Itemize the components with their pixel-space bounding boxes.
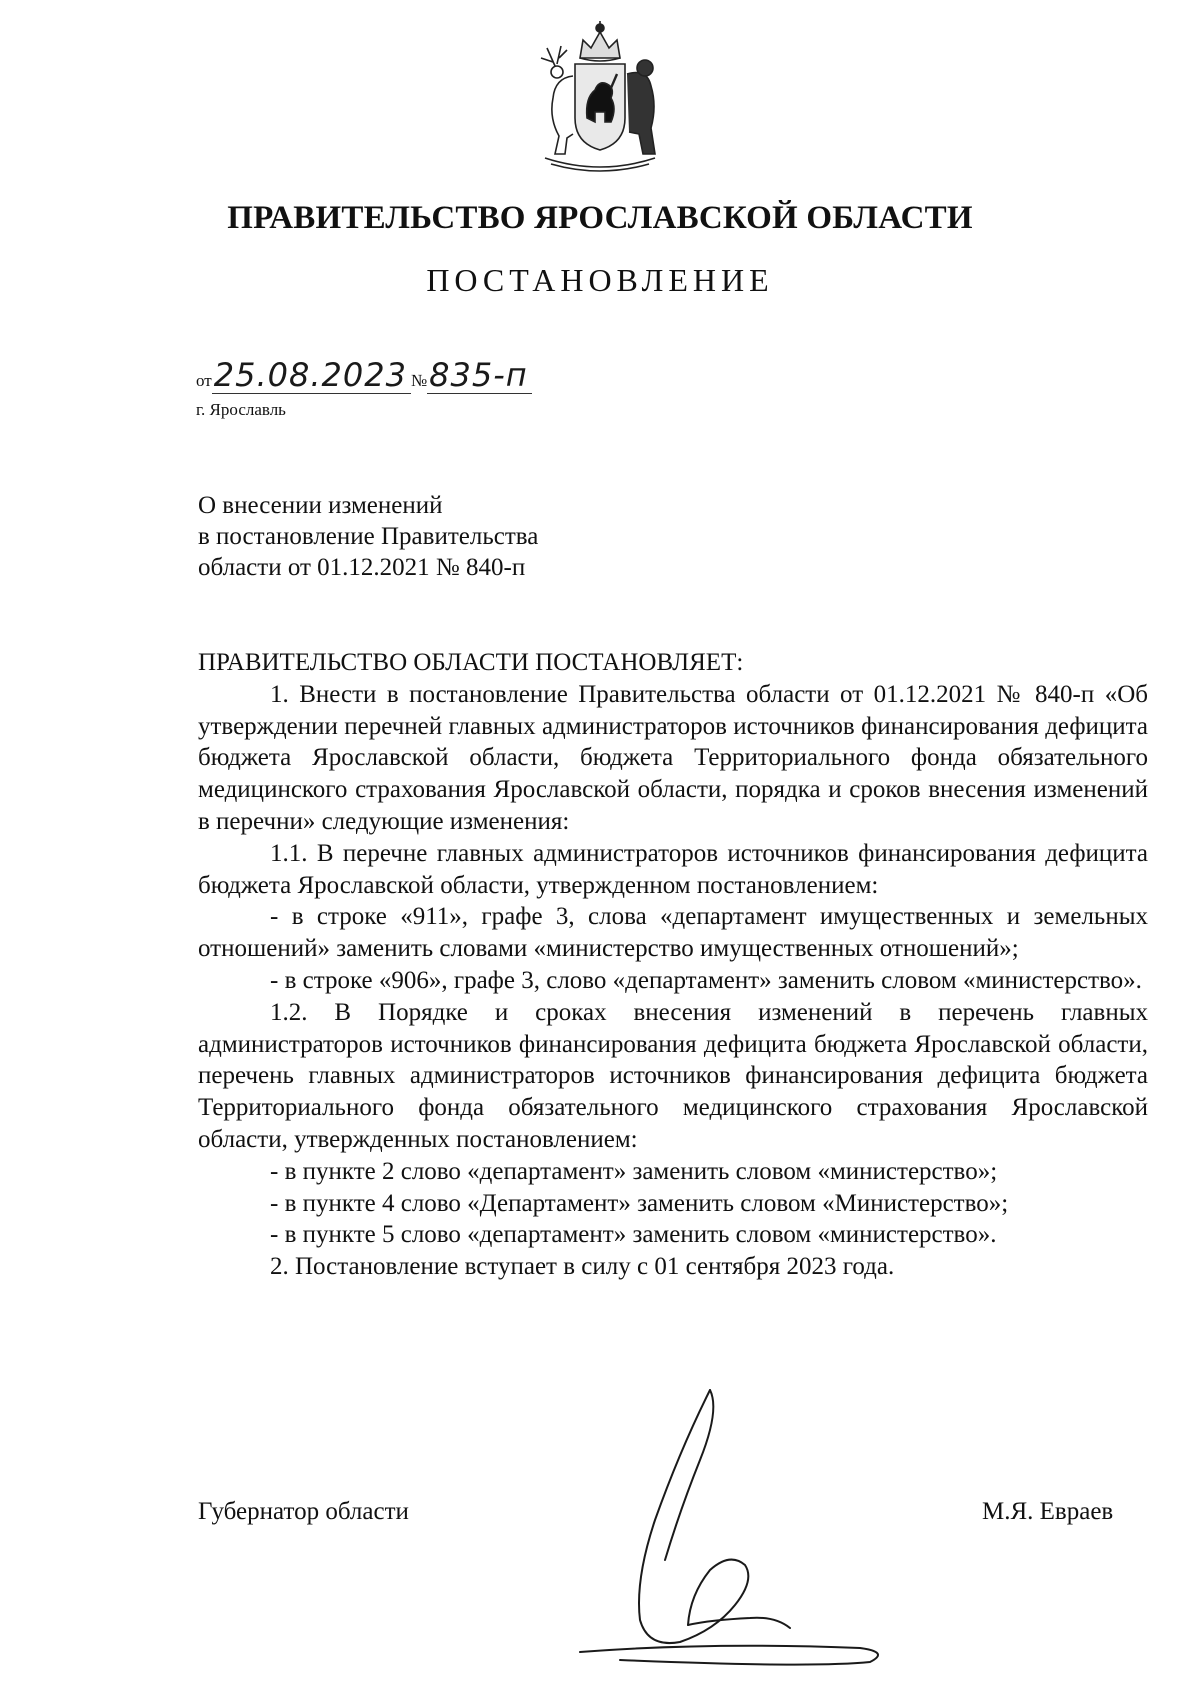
date-prefix: от <box>196 371 212 390</box>
body-paragraph: - в пункте 2 слово «департамент» заменить словом «министерство»; <box>270 1157 998 1185</box>
document-subject <box>198 490 538 583</box>
signatory-role: Губернатор области <box>198 1498 409 1525</box>
document-number: 835-п <box>427 357 532 394</box>
government-title: ПРАВИТЕЛЬСТВО ЯРОСЛАВСКОЙ ОБЛАСТИ <box>227 200 973 236</box>
subject-line: области от 01.12.2021 № 840-п <box>198 554 526 581</box>
handwritten-signature <box>560 1380 940 1680</box>
body-paragraph: - в пункте 5 слово «департамент» заменить словом «министерство». <box>270 1221 997 1249</box>
signatory-name: М.Я. Евраев <box>982 1498 1114 1525</box>
body-paragraph: - в пункте 4 слово «Департамент» заменить словом «Министерство»; <box>270 1189 1009 1217</box>
subject-line: в постановление Правительства <box>198 523 539 550</box>
number-prefix: № <box>410 371 428 390</box>
body-heading: ПРАВИТЕЛЬСТВО ОБЛАСТИ ПОСТАНОВЛЯЕТ: <box>198 649 744 676</box>
body-paragraph: - в строке «911», графе 3, слова «департамент имущественных и земельных отношений» заменить словами «министерство имущественных отношений»; <box>198 903 1148 963</box>
date-number-line <box>196 357 532 394</box>
document-date: 25.08.2023 <box>212 357 411 394</box>
body-paragraph: 1. Внести в постановление Правительства области от 01.12.2021 № 840-п «Об утверждении перечней главных администраторов источников финансирования дефицита бюджета Ярославской области, бюджета Территориального фонда обязательного медицинского страхования Ярославской области, порядка и сроков внесения изменений в перечни» следующие изменения: <box>198 680 1148 835</box>
body-paragraph: 1.1. В перечне главных администраторов источников финансирования дефицита бюджета Ярославской области, утвержденном постановлением: <box>198 839 1148 899</box>
coat-of-arms-icon <box>525 18 675 176</box>
document-body <box>198 647 1148 1283</box>
body-paragraph: 1.2. В Порядке и сроках внесения изменений в перечень главных администраторов источников финансирования дефицита бюджета Ярославской области, перечень главных администраторов источников финансирования дефицита бюджета Территориального фонда обязательного медицинского страхования Ярославской области, утвержденных постановлением: <box>198 998 1148 1153</box>
body-paragraph: - в строке «906», графе 3, слово «департамент» заменить словом «министерство». <box>270 966 1142 994</box>
subject-line: О внесении изменений <box>198 492 443 519</box>
city: г. Ярославль <box>196 400 286 419</box>
document-type: ПОСТАНОВЛЕНИЕ <box>426 262 774 298</box>
body-paragraph: 2. Постановление вступает в силу с 01 сентября 2023 года. <box>270 1253 895 1281</box>
